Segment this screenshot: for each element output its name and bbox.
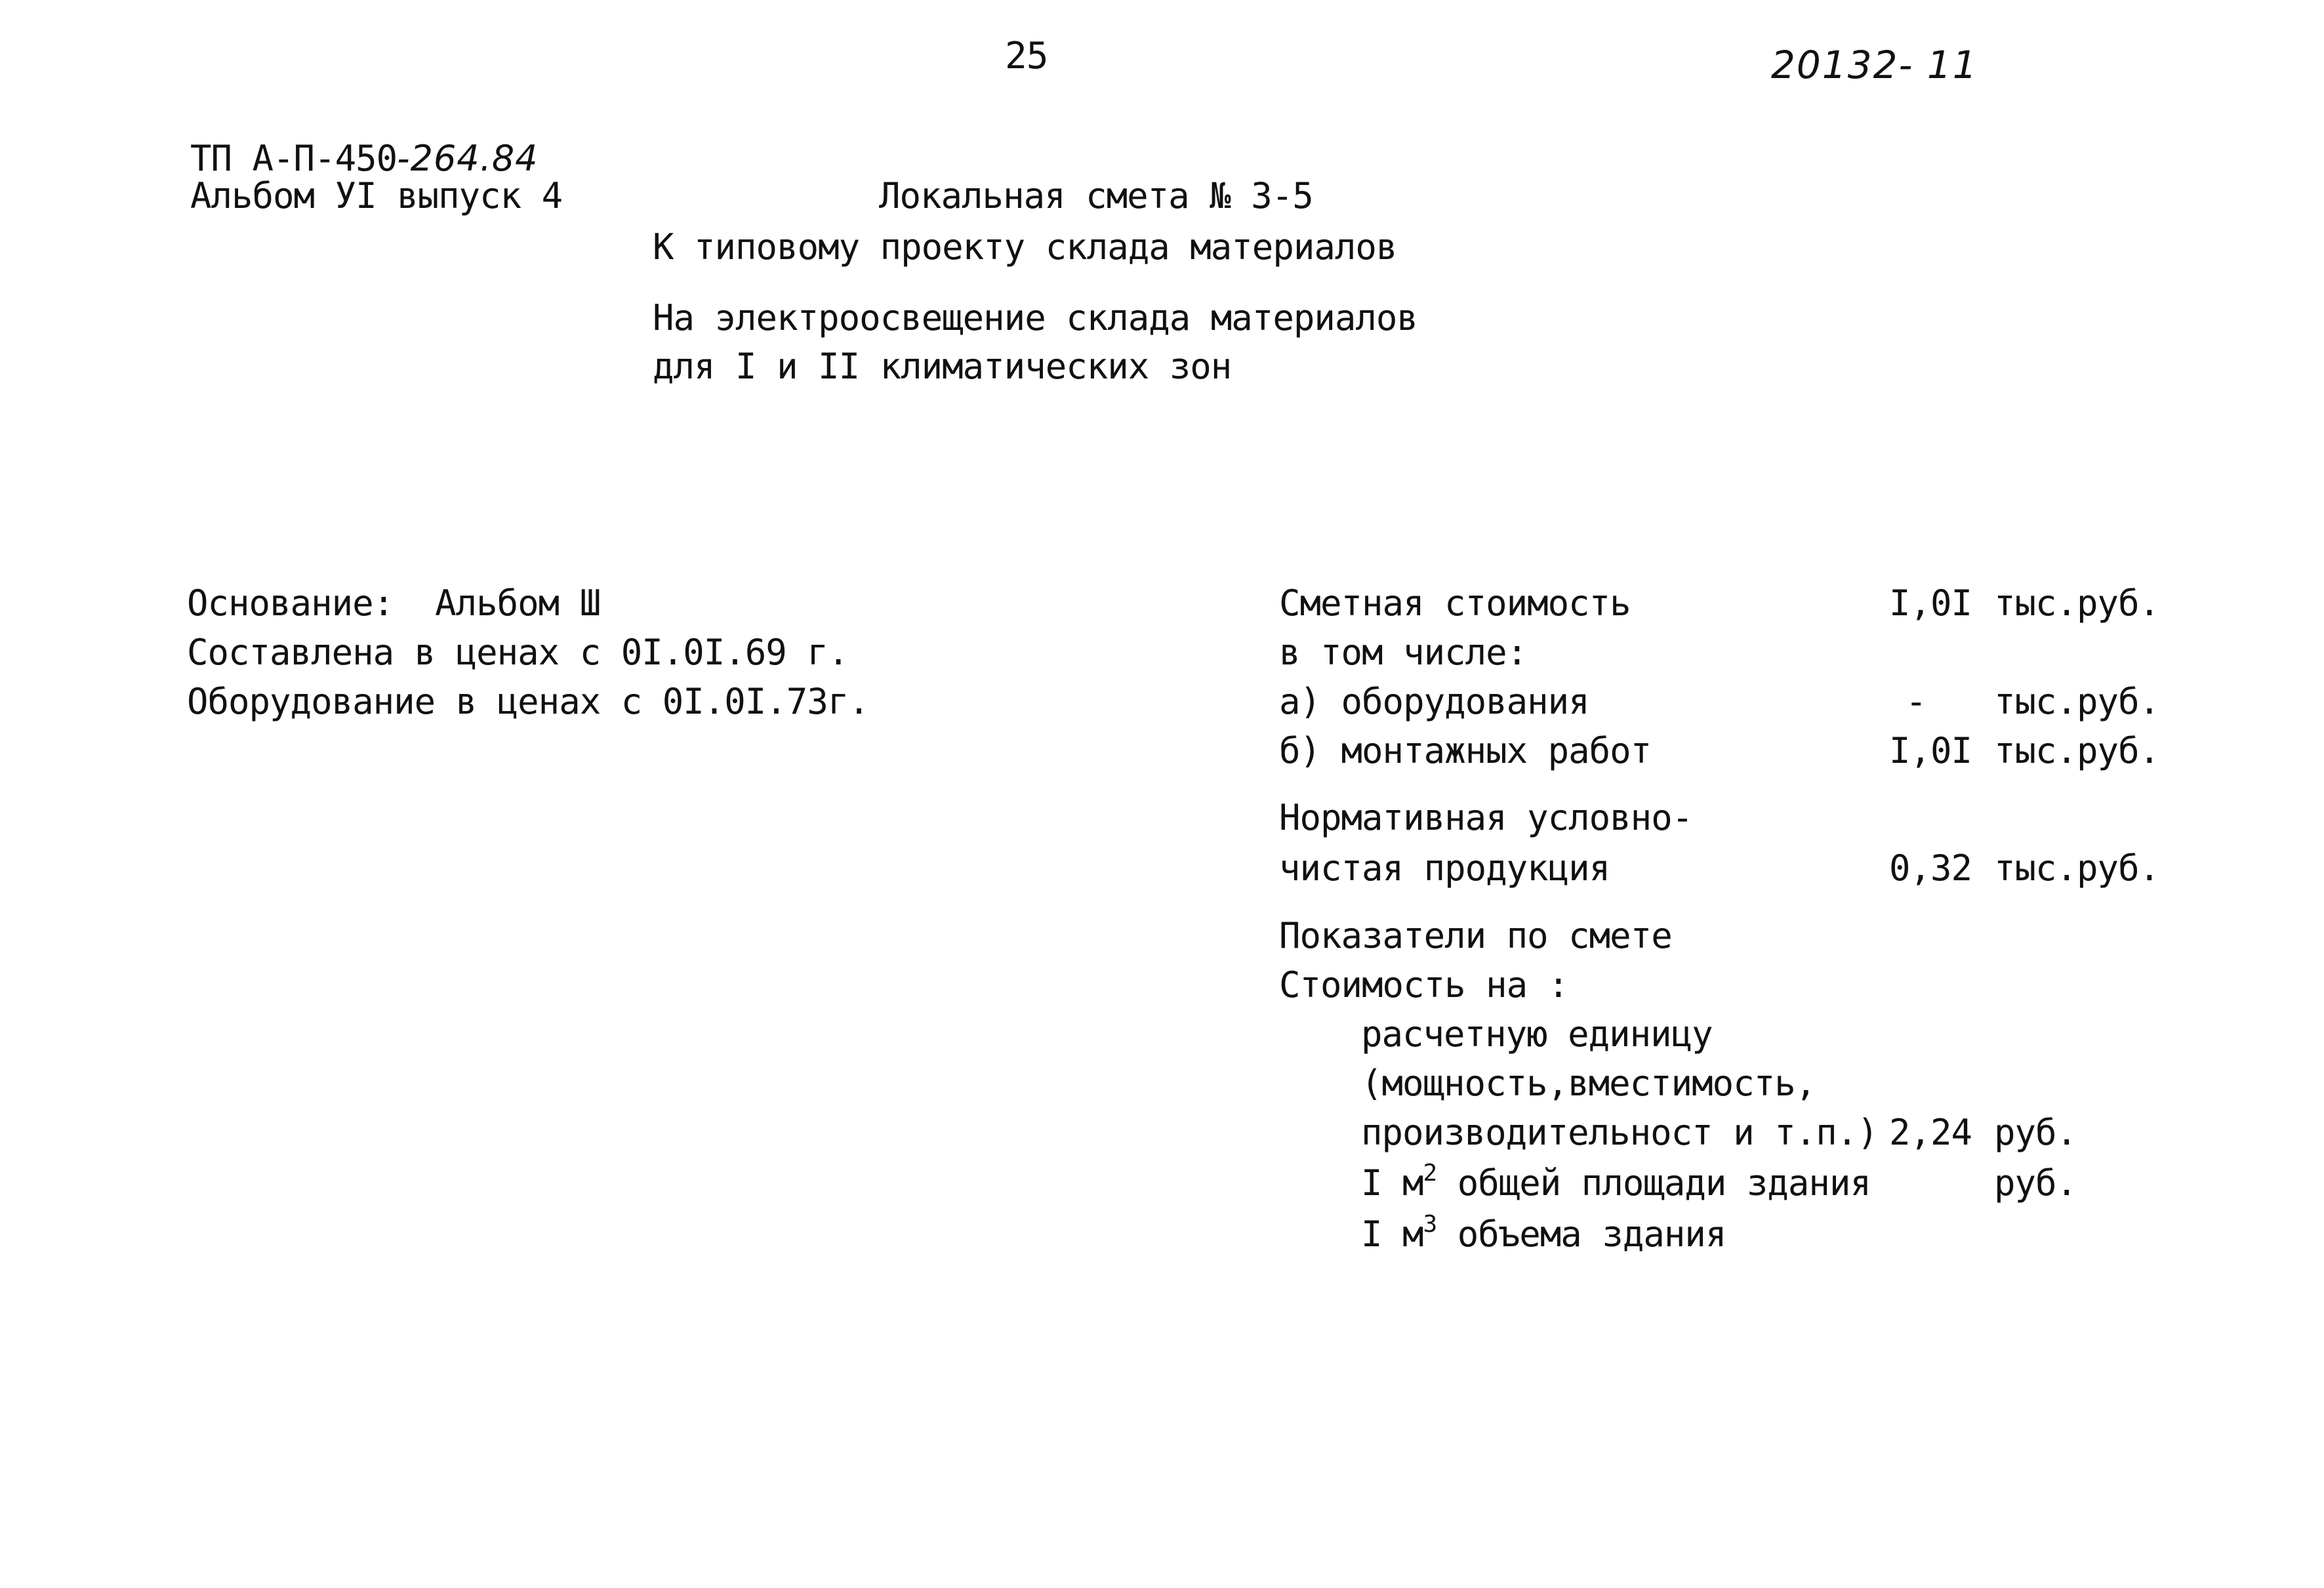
indicators-title: Показатели по смете — [1279, 915, 1672, 956]
page-number: 25 — [1005, 35, 1048, 77]
area-prefix: I м — [1361, 1162, 1423, 1204]
net-product-unit: тыс.руб. — [1994, 847, 2160, 889]
project-code — [190, 138, 539, 179]
area-exponent: 2 — [1423, 1160, 1437, 1187]
equipment-label: а) оборудования — [1279, 681, 1589, 722]
calc-unit-value: 2,24 — [1889, 1112, 1972, 1153]
installation-value: I,0I — [1889, 730, 1972, 771]
equipment-prices-line: Оборудование в ценах с 0I.0I.73г. — [187, 681, 869, 722]
estimated-cost-value: I,0I — [1889, 582, 1972, 624]
area-currency: руб. — [1994, 1162, 2077, 1204]
equipment-unit: тыс.руб. — [1994, 681, 2160, 722]
net-product-label-line2: чистая продукция — [1279, 847, 1610, 889]
installation-label: б) монтажных работ — [1279, 730, 1652, 771]
project-code-printed: ТП А-П-450 — [190, 138, 398, 179]
installation-unit: тыс.руб. — [1994, 730, 2160, 771]
calc-unit-line1: расчетную единицу — [1361, 1013, 1713, 1055]
area-label: общей площади здания — [1437, 1162, 1871, 1204]
estimated-cost-label: Сметная стоимость — [1279, 582, 1631, 624]
volume-exponent: 3 — [1423, 1211, 1437, 1238]
estimate-title: Локальная смета № 3-5 — [879, 175, 1313, 216]
estimated-cost-unit: тыс.руб. — [1994, 582, 2160, 624]
equipment-value: - — [1906, 681, 1926, 722]
net-product-value: 0,32 — [1889, 847, 1972, 889]
calc-unit-currency: руб. — [1994, 1112, 2077, 1153]
including-label: в том числе: — [1279, 632, 1528, 673]
volume-label: объема здания — [1437, 1213, 1726, 1255]
area-cost-line — [1361, 1160, 1871, 1204]
calc-unit-line3: производительност и т.п.) — [1361, 1112, 1878, 1153]
estimate-subject-line1: На электроосвещение склада материалов — [653, 297, 1417, 338]
volume-cost-line — [1361, 1211, 1726, 1255]
document-number: 20132- 11 — [1771, 43, 1978, 87]
estimate-subject-line2: для I и II климатических зон — [653, 346, 1232, 387]
basis-line: Основание: Альбом Ш — [187, 582, 601, 624]
project-reference: К типовому проекту склада материалов — [653, 226, 1397, 268]
album-info: Альбом УI выпуск 4 — [190, 175, 563, 216]
calc-unit-line2: (мощность,вместимость, — [1361, 1063, 1816, 1104]
prices-date-line: Составлена в ценах с 0I.0I.69 г. — [187, 632, 849, 673]
cost-per-label: Стоимость на : — [1279, 964, 1569, 1006]
project-code-handwritten: -264.84 — [397, 138, 539, 179]
volume-prefix: I м — [1361, 1213, 1423, 1255]
net-product-label-line1: Нормативная условно- — [1279, 797, 1693, 838]
